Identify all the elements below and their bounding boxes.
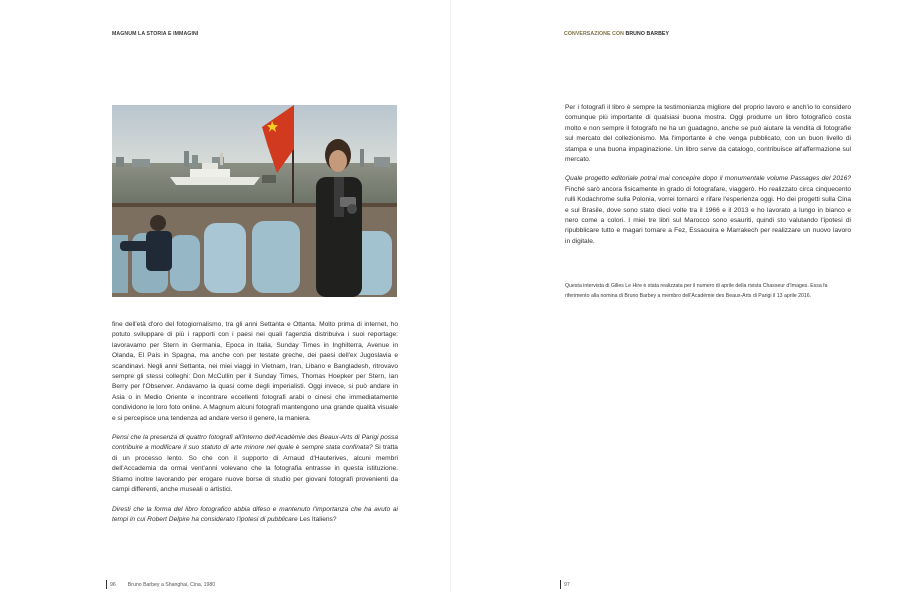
interview-note xyxy=(565,282,851,301)
right-page xyxy=(451,0,901,592)
left-page xyxy=(0,0,450,592)
page-number: 97 xyxy=(564,581,570,588)
running-head-right xyxy=(564,31,669,37)
right-paragraph-2 xyxy=(565,174,851,247)
left-body-text xyxy=(112,320,398,534)
left-paragraph-1: fine dell'età d'oro del fotogiornalismo, tra gli anni Settanta e Ottanta. Molto prima di internet, ho potuto sviluppare di più i rapporti con i paesi nei quali l'agenzia distribuiva i suoi reportage: lavoravamo per Stern in Germania, Epoca in Italia, Sunday Times in Inghilterra, Avenue in Olanda, El País in Spagna, ma anche con per testate greche, dei paesi dell'ex Jugoslavia e scandinavi. Negli anni Settanta, nei miei viaggi in Vietnam, Iran, Libano e Bangladesh, ritrovavo sempre gli stessi colleghi: Don McCullin per il Sunday Times, Thomas Hoepker per Stern, Ian Berry per l'Observer. Andavamo la quasi come degli imperialisti. Oggi invece, si può andare in Asia o in Medio Oriente e incontrare eccellenti fotografi arabi o cinesi che immediatamente condividono le loro foto online. A Magnum alcuni fotografi mantengono una grande qualità visuale e si percepisce una tendenza ad andare verso il genere, la maniera. xyxy=(112,321,398,422)
folio-tick xyxy=(560,580,561,589)
running-head-name: BRUNO BARBEY xyxy=(625,31,670,37)
photo-bruno-barbey-shanghai xyxy=(112,105,397,297)
running-head-left: MAGNUM LA STORIA E IMMAGINI xyxy=(112,31,199,37)
interview-question-title: Les Italiens? xyxy=(299,515,337,523)
right-paragraph-1: Per i fotografi il libro è sempre la testimonianza migliore del proprio lavoro e anch'io lo considero comunque più importante di qualsiasi buona mostra. Oggi produrre un libro fotografico costa molto e non sempre il fotografo ne ha un guadagno, anche se può aiutare la vendita di fotografie sul mercato del collezionismo. Ma l'importante è che venga pubblicato, con un buon livello di stampa e una buona impaginazione. Un libro serve da catalogo, contribuisce all'affermazione sul mercato. xyxy=(565,104,851,164)
note-text: Questa intervista di Gilles Le Hire è stata realizzata per il numero di aprile della rivista Chasseur d'Images. Essa fa riferimento alla nomina di Bruno Barbey a membro dell'Académie des Beaux-Arts di Parigi il 13 aprile 2016. xyxy=(565,283,828,299)
folio-right xyxy=(560,580,570,589)
left-paragraph-2 xyxy=(112,433,398,495)
folio-left xyxy=(106,580,215,589)
folio-tick xyxy=(106,580,107,589)
interview-answer: Finché sarò ancora fisicamente in grado di fotografare, viaggerò. Ho realizzato circa cinquecento rulli Kodachrome sulla Polonia, vorrei tornarci e rifare l'esperienza oggi. Ho dei progetti sulla Cina e sul Brasile, dove sono stato dieci volte tra il 1966 e il 2013 e ho lavorato a lungo in bianco e nero come a colori. I miei tre libri sul Marocco sono esauriti, quindi sto valutando l'ipotesi di ripubblicare tutto e magari tornare a Fez, Essaouira e Marrakech per realizzare un nuovo lavoro in digitale. xyxy=(565,185,851,245)
interview-question: Pensi che la presenza di quattro fotografi all'interno dell'Académie des Beaux-Arts di Parigi possa contribuire a modificare il suo statuto di arte minore nel quale è sempre stata confinata? xyxy=(112,434,398,452)
left-paragraph-3 xyxy=(112,505,398,526)
right-body-text xyxy=(565,103,851,256)
interview-answer: Si tratta di un processo lento. So che con il supporto di Arnaud d'Hauterives, alcuni membri dell'Accademia da ormai vent'anni volevano che la fotografia entrasse in questa istituzione. Stiamo inoltre lavorando per erogare nuove borse di studio per giovani fotografi provenienti da campi differenti, anche museali o artistici. xyxy=(112,444,398,494)
interview-question: Diresti che la forma del libro fotografico abbia difeso e mantenuto l'importanza che ha avuto ai tempi in cui Robert Delpire ha considerato l'ipotesi di pubblicare xyxy=(112,505,398,523)
interview-question: Quale progetto editoriale potrai mai concepire dopo il monumentale volume Passages del 2016? xyxy=(565,175,851,183)
photo-caption: Bruno Barbey a Shanghai, Cina, 1980 xyxy=(127,581,216,588)
running-head-prefix: CONVERSAZIONE CON xyxy=(564,31,624,37)
page-number: 96 xyxy=(110,581,116,588)
